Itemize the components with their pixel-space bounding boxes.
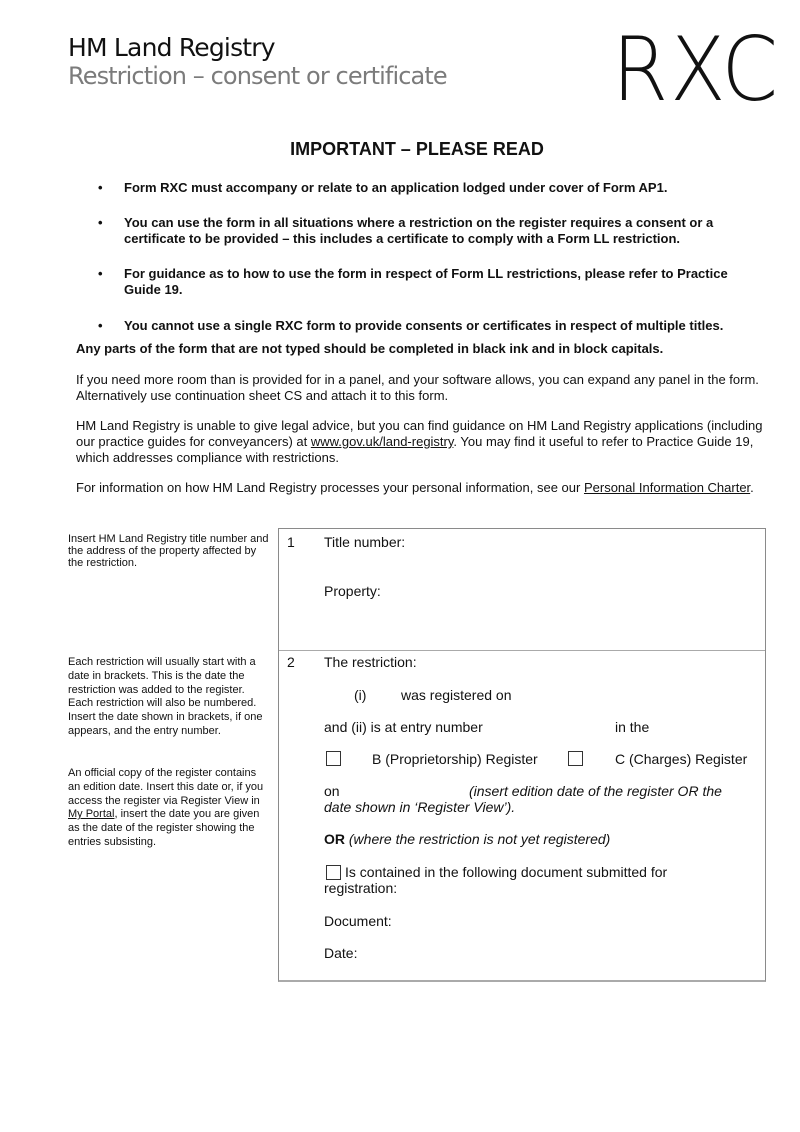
bullet-item: • Form RXC must accompany or relate to an application lodged under cover of Form AP1. — [98, 180, 668, 195]
b-register-label: B (Proprietorship) Register — [372, 751, 538, 767]
panel-1-guidance: Insert HM Land Registry title number and the address of the property affected by the restriction. — [68, 533, 269, 569]
date-field[interactable]: Date: — [324, 945, 358, 961]
panel-2-restriction — [278, 649, 766, 982]
contained-in-document-label: Is contained in the following document submitted for — [345, 864, 668, 880]
more-room-note: If you need more room than is provided for in a panel, and your software allows, you can expand any panel in the form. Alternatively use continuation sheet CS and attach it to this form. — [76, 372, 759, 403]
personal-information-charter-link[interactable]: Personal Information Charter — [583, 480, 751, 495]
contained-in-document-checkbox[interactable] — [326, 865, 341, 880]
restriction-heading: The restriction: — [324, 654, 417, 670]
panel-number: 1 — [287, 534, 295, 550]
form-title: Restriction – consent or certificate — [68, 62, 447, 90]
panel-2-guidance-entry: Each restriction will usually start with a date in brackets. This is the date the restriction was added to the register. Each restriction will also be numbered. Insert the date shown in brackets, if one appears, and the entry number. — [68, 656, 263, 737]
registered-on-field[interactable]: was registered on — [401, 687, 512, 703]
bullet-icon: • — [98, 215, 103, 230]
bullet-icon: • — [98, 266, 103, 281]
in-the-label: in the — [615, 719, 650, 735]
legal-advice-note: HM Land Registry is unable to give legal advice, but you can find guidance on HM Land Registry applications (including our practice guides for conveyancers) at www.gov.uk/land-registry. You may find it useful to refer to Practice Guide 19, which addresses compliance with restrictions. — [76, 418, 763, 465]
panel-1-title-property — [278, 528, 766, 651]
organisation-name: HM Land Registry — [68, 33, 275, 62]
edition-date-hint: (insert edition date of the register OR the — [469, 783, 722, 799]
item-i-marker: (i) — [354, 687, 367, 703]
form-code-logo: RXC — [612, 18, 780, 121]
important-bullet-list — [76, 180, 766, 351]
c-register-label: C (Charges) Register — [615, 751, 748, 767]
entry-number-field[interactable]: and (ii) is at entry number — [324, 719, 483, 735]
edition-date-hint-cont: date shown in ‘Register View’). — [324, 799, 516, 815]
bullet-item: • You cannot use a single RXC form to provide consents or certificates in respect of multiple titles. — [98, 318, 724, 333]
bullet-item: • For guidance as to how to use the form in respect of Form LL restrictions, please refer to Practice Guide 19. — [98, 266, 728, 297]
bullet-item: • You can use the form in all situations where a restriction on the register requires a consent or a certificate to be provided – this includes a certificate to comply with a Form LL restriction. — [98, 215, 714, 246]
c-register-checkbox[interactable] — [568, 751, 583, 766]
title-number-field[interactable]: Title number: — [324, 534, 406, 550]
land-registry-link[interactable]: www.gov.uk/land-registry — [310, 434, 454, 449]
contained-in-document-label-cont: registration: — [324, 880, 398, 896]
b-register-checkbox[interactable] — [326, 751, 341, 766]
document-field[interactable]: Document: — [324, 913, 392, 929]
important-heading: IMPORTANT – PLEASE READ — [290, 139, 544, 159]
privacy-note: For information on how HM Land Registry processes your personal information, see our Personal Information Charter. — [76, 480, 754, 495]
block-capitals-note: Any parts of the form that are not typed should be completed in black ink and in block capitals. — [76, 341, 664, 356]
bullet-icon: • — [98, 318, 103, 333]
property-field[interactable]: Property: — [324, 583, 381, 599]
panel-number: 2 — [287, 654, 295, 670]
edition-date-field[interactable]: on — [324, 783, 340, 799]
panel-2-guidance-edition: An official copy of the register contains an edition date. Insert this date or, if you access the register via Register View in My Portal, insert the date you are given as the date of the register showing the entries subsisting. — [68, 767, 264, 848]
my-portal-link[interactable]: My Portal — [68, 808, 115, 821]
or-clause: OR (where the restriction is not yet registered) — [324, 831, 611, 847]
bullet-icon: • — [98, 180, 103, 195]
